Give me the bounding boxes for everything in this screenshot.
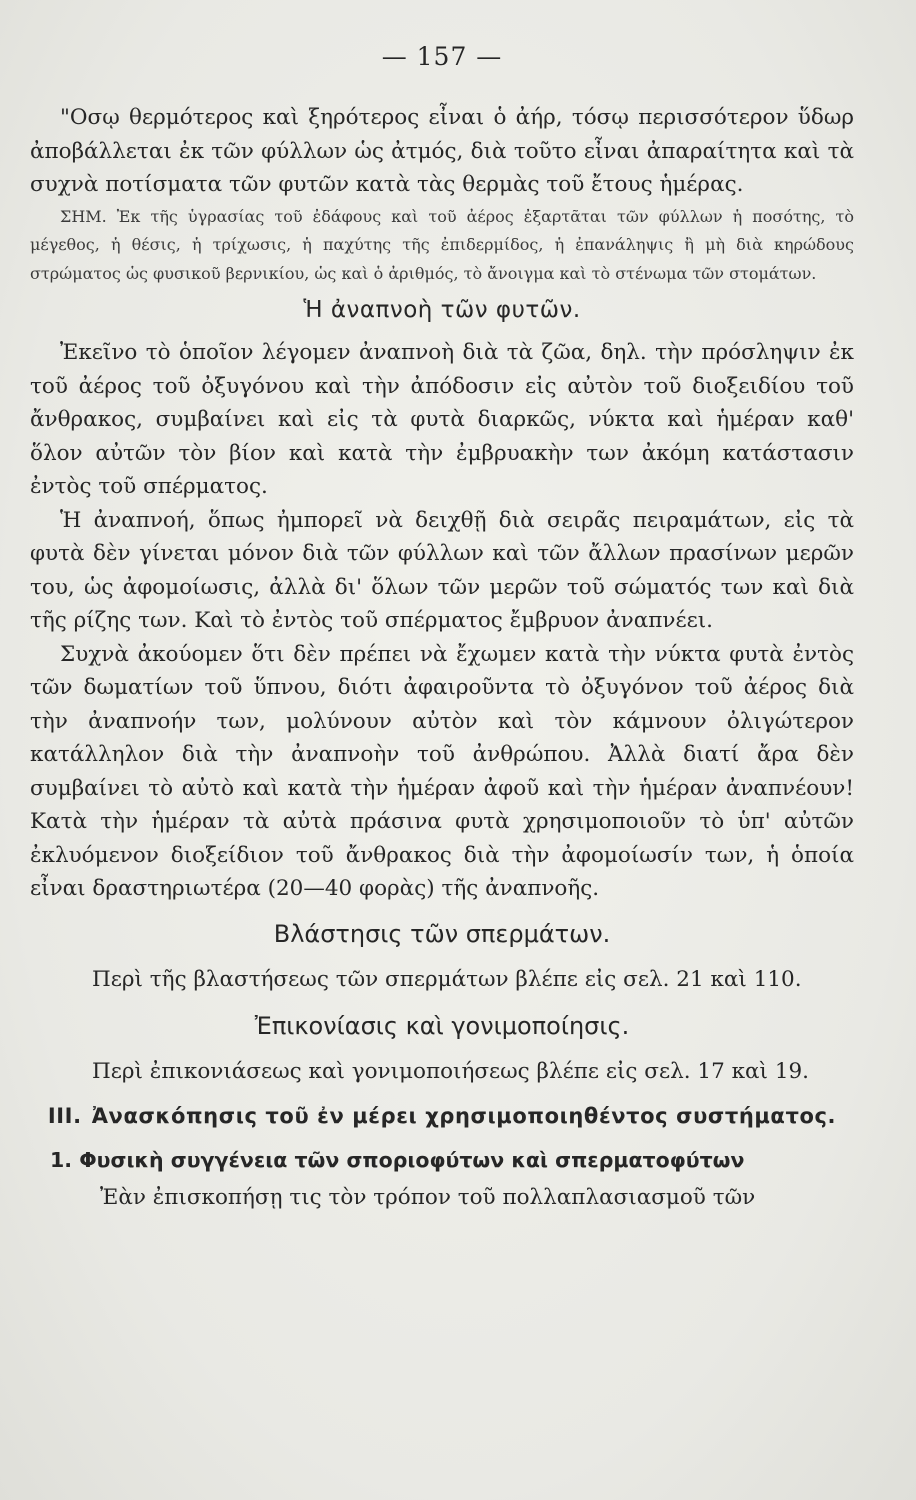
footnote-paragraph: ΣΗΜ. Ἐκ τῆς ὑγρασίας τοῦ ἐδάφους καὶ τοῦ ἀέρος ἐξαρτᾶται τῶν φύλλων ἡ ποσότης, τὸ μέγεθος, ἡ θέσις, ἡ τρίχωσις, ἡ παχύτης τῆς ἐπιδερμίδος, ἡ ἐπανάληψις ἢ μὴ διὰ κηρώδους στρώματος ὡς φυσικοῦ βερνικίου, ὡς καὶ ὁ ἀριθμός, τὸ ἄνοιγμα καὶ τὸ στένωμα τῶν στομάτων. [30, 206, 854, 283]
subsection-title: Φυσικὴ συγγένεια τῶν σποριοφύτων καὶ σπερματοφύτων [79, 1147, 745, 1172]
heading-germination: Βλάστησις τῶν σπερμάτων. [273, 919, 611, 948]
heading-breathing: Ἡ ἀναπνοὴ τῶν φυτῶν. [303, 297, 581, 323]
subsection-number: 1. [50, 1147, 73, 1172]
paragraph-breathing-3: Συχνὰ ἀκούομεν ὅτι δὲν πρέπει νὰ ἔχωμεν κατὰ τὴν νύκτα φυτὰ ἐντὸς τῶν δωματίων τοῦ ὕπνου, διότι ἀφαιροῦντα τὸ ὀξυγόνον τοῦ ἀέρος διὰ τὴν ἀναπνοήν των, μολύνουν αὐτὸν καὶ τὸν κάμνουν ὀλιγώτερον κατάλληλον διὰ τὴν ἀναπνοὴν τοῦ ἀνθρώπου. Ἀλλὰ διατί ἄρα δὲν συμβαίνει τὸ αὐτὸ καὶ κατὰ τὴν ἡμέραν ἀφοῦ καὶ τὴν ἡμέραν ἀναπνέουν! Κατὰ τὴν ἡμέραν τὰ αὐτὰ πράσινα φυτὰ χρησιμοποιοῦν τὸ ὑπ' αὐτῶν ἐκλυόμενον διοξείδιον τοῦ ἄνθρακος διὰ τὴν ἀφομοίωσίν των, ἡ ὁποία εἶναι δραστηριωτέρα (20—40 φορὰς) τῆς ἀναπνοῆς. [30, 641, 854, 901]
page-number: — 157 — [381, 42, 503, 71]
closing-line: Ἐὰν ἐπισκοπήσῃ τις τὸν τρόπον τοῦ πολλαπλασιασμοῦ τῶν [100, 1184, 756, 1210]
heading-pollination: Ἐπικονίασις καὶ γονιμοποίησις. [254, 1011, 630, 1040]
section-number: III. [47, 1103, 82, 1128]
subsection-heading [50, 1140, 854, 1180]
section-heading [30, 1100, 854, 1132]
paragraph-transpiration: "Οσῳ θερμότερος καὶ ξηρότερος εἶναι ὁ ἀήρ, τόσῳ περισσότερον ὕδωρ ἀποβάλλεται ἐκ τῶν φύλλων ὡς ἀτμός, διὰ τοῦτο εἶναι ἀπαραίτητα καὶ τὰ συχνὰ ποτίσματα τῶν φυτῶν κατὰ τὰς θερμὰς τοῦ ἔτους ἡμέρας. [30, 105, 854, 197]
section-title: Ἀνασκόπησις τοῦ ἐν μέρει χρησιμοποιηθέντος συστήματος. [91, 1103, 837, 1128]
reference-germination: Περὶ τῆς βλαστήσεως τῶν σπερμάτων βλέπε εἰς σελ. 21 καὶ 110. [92, 966, 802, 992]
paragraph-breathing-2: Ἡ ἀναπνοή, ὅπως ἠμπορεῖ νὰ δειχθῇ διὰ σειρᾶς πειραμάτων, εἰς τὰ φυτὰ δὲν γίνεται μόνον διὰ τῶν φύλλων καὶ τῶν ἄλλων πρασίνων μερῶν του, ὡς ἀφομοίωσις, ἀλλὰ δι' ὅλων τῶν μερῶν τοῦ σώματός των καὶ διὰ τῆς ρίζης των. Καὶ τὸ ἐντὸς τοῦ σπέρματος ἔμβρυον ἀναπνέει. [30, 507, 854, 633]
reference-pollination: Περὶ ἐπικονιάσεως καὶ γονιμοποιήσεως βλέπε εἰς σελ. 17 καὶ 19. [92, 1058, 810, 1084]
paragraph-breathing-1: Ἐκεῖνο τὸ ὁποῖον λέγομεν ἀναπνοὴ διὰ τὰ ζῶα, δηλ. τὴν πρόσληψιν ἐκ τοῦ ἀέρος τοῦ ὀξυγόνου καὶ τὴν ἀπόδοσιν εἰς αὐτὸν τοῦ διοξειδίου τοῦ ἄνθρακος, συμβαίνει καὶ εἰς τὰ φυτὰ διαρκῶς, νύκτα καὶ ἡμέραν καθ' ὅλον αὐτῶν τὸν βίον καὶ κατὰ τὴν ἐμβρυακὴν των ἀκόμη κατάστασιν ἐντὸς τοῦ σπέρματος. [30, 340, 854, 499]
